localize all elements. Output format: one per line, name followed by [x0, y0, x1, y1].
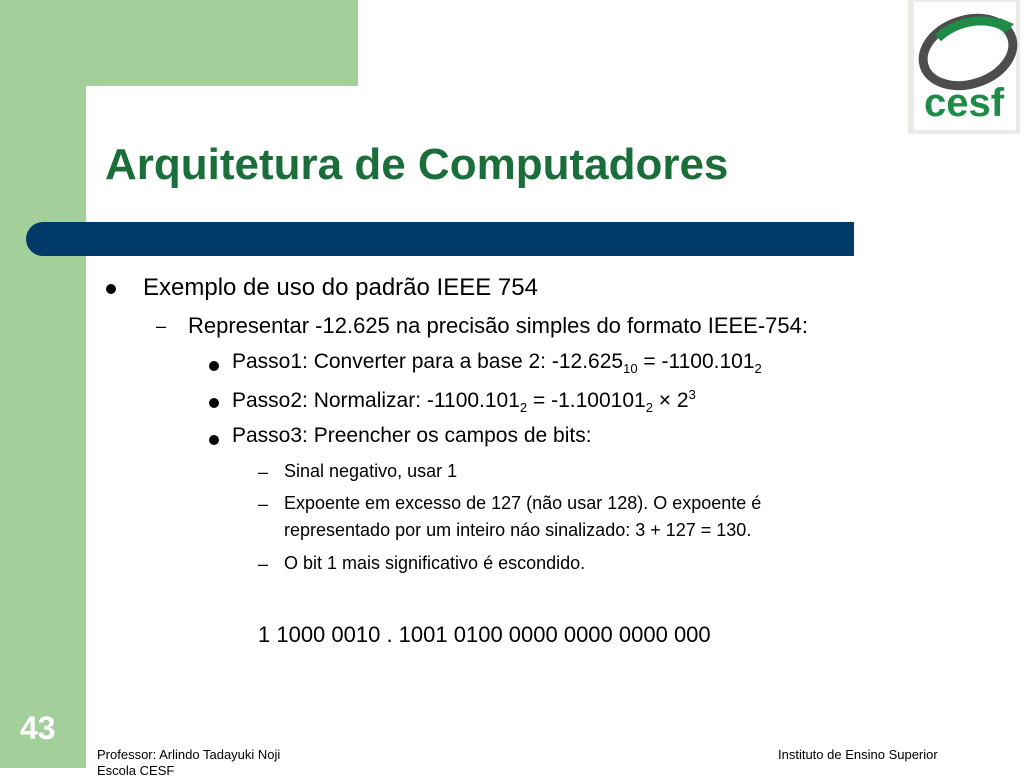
- sub-item-exponent: Expoente em excesso de 127 (não usar 128). O expoente é: [284, 493, 762, 513]
- bullet-level2: Representar -12.625 na precisão simples do formato IEEE-754:: [188, 313, 808, 338]
- footer-school: Escola CESF: [97, 763, 175, 778]
- step-3: Passo3: Preencher os campos de bits:: [232, 424, 592, 447]
- step-2: Passo2: Normalizar: $-1100.101_2 = -1.100101_2 \times 2^3$: [232, 387, 696, 416]
- step-1: Passo1: Converter para a base 2: $-12.625_{10} = -1100.101_2$: [232, 350, 762, 377]
- footer-professor-name: Professor: Arlindo Tadayuki Noji: [97, 747, 281, 762]
- footer-institute: Instituto de Ensino Superior: [778, 747, 938, 762]
- bullet-dot: [106, 284, 116, 294]
- dash-marker: –: [258, 462, 269, 482]
- bullet-level1: Exemplo de uso do padrão IEEE 754: [143, 274, 538, 301]
- dash-marker: –: [258, 554, 269, 574]
- sub-item-exponent-cont: representado por um inteiro náo sinalizado: 3 + 127 = 130.: [284, 520, 752, 540]
- bullet-dot: [209, 361, 219, 371]
- dash-marker: –: [156, 316, 167, 336]
- slide-number: 43: [20, 710, 56, 746]
- footer-professor: [97, 747, 280, 779]
- svg-text:cesf: cesf: [923, 81, 1005, 125]
- bullet-dot: [209, 398, 219, 408]
- bullet-dot: [209, 435, 219, 445]
- sub-item-sign: Sinal negativo, usar 1: [284, 461, 458, 481]
- bit-pattern: 1 1000 0010 . 1001 0100 0000 0000 0000 000: [258, 622, 711, 647]
- slide-title: Arquitetura de Computadores: [105, 140, 729, 189]
- dash-marker: –: [258, 494, 269, 514]
- sub-item-hidden-bit: O bit 1 mais significativo é escondido.: [284, 553, 586, 573]
